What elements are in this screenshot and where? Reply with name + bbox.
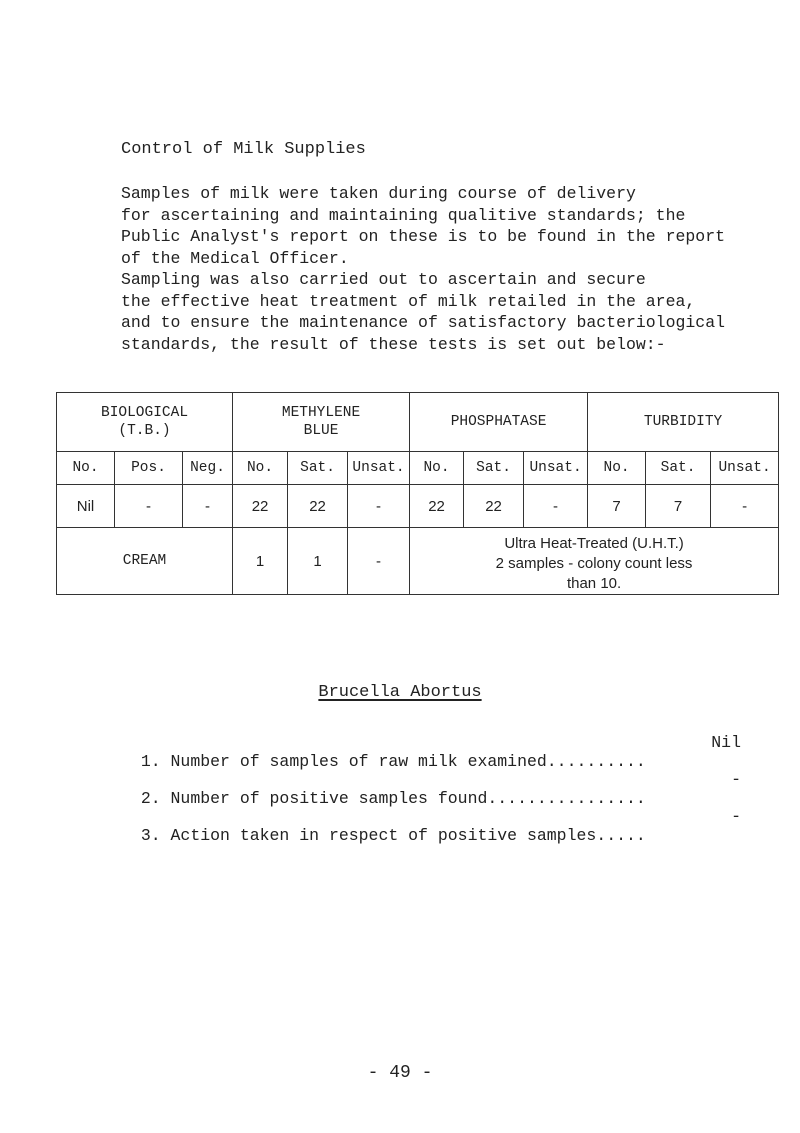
cream-unsat: - [348,528,410,595]
section-heading: Control of Milk Supplies [121,140,366,159]
item-value: - [731,807,741,826]
header-line: BLUE [303,423,339,439]
brucella-item [121,807,741,864]
table-cell: - [115,485,183,528]
table-row [57,485,779,528]
subheader-cell: Unsat. [348,452,410,485]
paragraph-line: standards, the result of these tests is set out below:- [121,334,666,354]
cream-row [57,528,779,595]
paragraph-milk-samples [121,183,800,269]
item-label: 3. Action taken in respect of positive samples..... [140,826,646,845]
item-value: Nil [711,733,741,752]
milk-tests-table [56,392,779,595]
table-cell: - [711,485,779,528]
note-line: 2 samples - colony count less [495,555,693,572]
table-cell: 7 [588,485,646,528]
table-cell: 22 [464,485,524,528]
cream-sat: 1 [288,528,348,595]
item-label: 2. Number of positive samples found................ [140,789,646,808]
brucella-title [0,683,800,702]
note-line: than 10. [566,575,622,592]
paragraph-heat-treatment [121,269,800,355]
subheader-cell: No. [57,452,115,485]
paragraph-line: Sampling was also carried out to ascertain and secure [121,270,646,289]
item-value: - [731,770,741,789]
table-cell: - [348,485,410,528]
paragraph-line: for ascertaining and maintaining qualitive standards; the [121,205,686,225]
subheader-cell: Pos. [115,452,183,485]
cream-no: 1 [233,528,288,595]
page-number: - 49 - [367,1063,433,1083]
subheader-cell: Sat. [646,452,711,485]
item-label: 1. Number of samples of raw milk examined.......... [140,752,646,771]
uht-note [410,528,779,595]
subheader-cell: Unsat. [711,452,779,485]
paragraph-line: Public Analyst's report on these is to be found in the report [121,227,725,246]
brucella-title-text: Brucella Abortus [318,683,482,702]
header-line: BIOLOGICAL [101,405,189,421]
header-turbidity: TURBIDITY [588,393,779,452]
cream-label: CREAM [57,528,233,595]
table-cell: 22 [410,485,464,528]
header-biological [57,393,233,452]
subheader-cell: Neg. [183,452,233,485]
paragraph-line: Samples of milk were taken during course of delivery [121,184,636,203]
table-cell: 22 [288,485,348,528]
subheader-cell: Sat. [464,452,524,485]
table-cell: Nil [57,485,115,528]
table-cell: - [183,485,233,528]
subheader-cell: Sat. [288,452,348,485]
table-cell: 7 [646,485,711,528]
subheader-cell: No. [233,452,288,485]
subheader-cell: Unsat. [524,452,588,485]
table-cell: 22 [233,485,288,528]
header-line: METHYLENE [281,405,361,421]
paragraph-line: the effective heat treatment of milk retailed in the area, [121,291,696,311]
header-line: (T.B.) [118,423,171,439]
paragraph-line: of the Medical Officer. [121,248,349,268]
header-phosphatase: PHOSPHATASE [410,393,588,452]
table-cell: - [524,485,588,528]
note-line: Ultra Heat-Treated (U.H.T.) [504,535,684,552]
paragraph-line: and to ensure the maintenance of satisfactory bacteriological [121,313,725,332]
subheader-cell: No. [588,452,646,485]
header-methylene-blue [233,393,410,452]
subheader-cell: No. [410,452,464,485]
